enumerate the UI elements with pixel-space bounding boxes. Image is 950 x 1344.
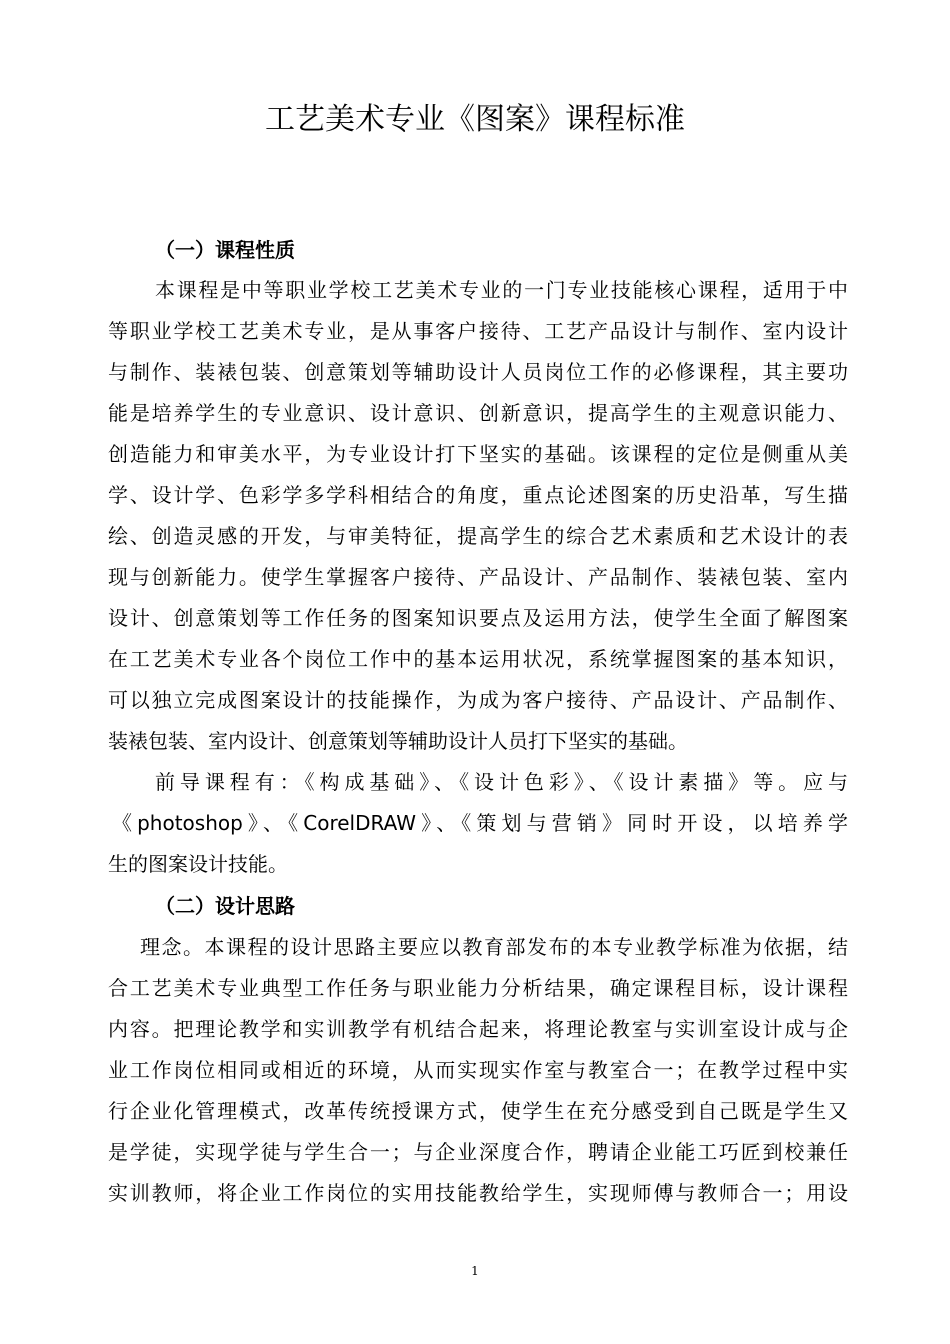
paragraph-line: 理念。本课程的设计思路主要应以教育部发布的本专业教学标准为依据，结 <box>140 935 848 959</box>
page-number: 1 <box>471 1264 479 1278</box>
section-heading-course-nature: （一）课程性质 <box>155 238 295 262</box>
paragraph-line: 能是培养学生的专业意识、设计意识、创新意识，提高学生的主观意识能力、 <box>108 401 848 425</box>
paragraph-line: 内容。把理论教学和实训教学有机结合起来，将理论教室与实训室设计成与企 <box>108 1017 848 1041</box>
paragraph-line: 学、设计学、色彩学多学科相结合的角度，重点论述图案的历史沿革，写生描 <box>108 483 848 507</box>
section-heading-design-approach: （二）设计思路 <box>155 894 295 918</box>
paragraph-line: 是学徒，实现学徒与学生合一；与企业深度合作，聘请企业能工巧匠到校兼任 <box>108 1140 848 1164</box>
paragraph-line: 等职业学校工艺美术专业，是从事客户接待、工艺产品设计与制作、室内设计 <box>108 319 848 343</box>
paragraph-line: 可以独立完成图案设计的技能操作，为成为客户接待、产品设计、产品制作、 <box>108 688 848 712</box>
paragraph-line: 行企业化管理模式，改革传统授课方式，使学生在充分感受到自己既是学生又 <box>108 1099 848 1123</box>
paragraph-line: 与制作、装裱包装、创意策划等辅助设计人员岗位工作的必修课程，其主要功 <box>108 360 848 384</box>
paragraph-line: 前导课程有：《构成基础》、《设计色彩》、《设计素描》等。应与 <box>155 770 848 794</box>
paragraph-line: 创造能力和审美水平，为专业设计打下坚实的基础。该课程的定位是侧重从美 <box>108 442 848 466</box>
paragraph-line: 生的图案设计技能。 <box>108 852 288 876</box>
paragraph-line: 业工作岗位相同或相近的环境，从而实现实作室与教室合一；在教学过程中实 <box>108 1058 848 1082</box>
paragraph-line: 在工艺美术专业各个岗位工作中的基本运用状况，系统掌握图案的基本知识， <box>108 647 848 671</box>
paragraph-line: 合工艺美术专业典型工作任务与职业能力分析结果，确定课程目标，设计课程 <box>108 976 848 1000</box>
paragraph-line: 绘、创造灵感的开发，与审美特征，提高学生的综合艺术素质和艺术设计的表 <box>108 524 848 548</box>
paragraph-line: 现与创新能力。使学生掌握客户接待、产品设计、产品制作、装裱包装、室内 <box>108 565 848 589</box>
paragraph-line: 装裱包装、室内设计、创意策划等辅助设计人员打下坚实的基础。 <box>108 729 688 753</box>
paragraph-line: 实训教师，将企业工作岗位的实用技能教给学生，实现师傅与教师合一；用设 <box>108 1181 848 1205</box>
document-title: 工艺美术专业《图案》课程标准 <box>265 102 685 137</box>
paragraph-line: 设计、创意策划等工作任务的图案知识要点及运用方法，使学生全面了解图案 <box>108 606 848 630</box>
paragraph-line: 《photoshop》、《CorelDRAW》、《策划与营销》同时开设，以培养学 <box>112 811 848 835</box>
paragraph-line: 本课程是中等职业学校工艺美术专业的一门专业技能核心课程，适用于中 <box>155 278 848 302</box>
